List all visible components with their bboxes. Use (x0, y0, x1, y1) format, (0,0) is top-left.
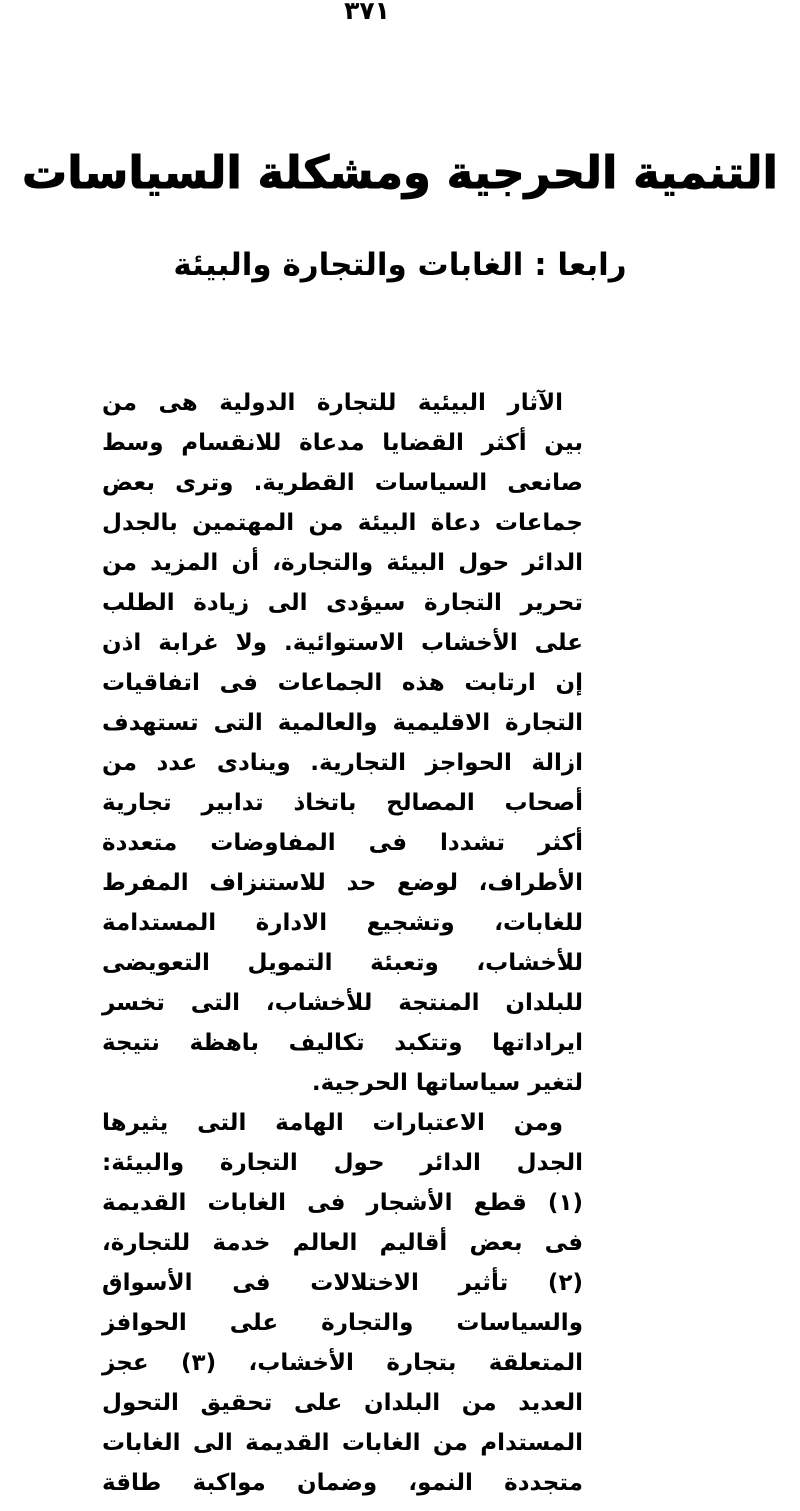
text-line: (٢) تأثير الاختلالات فى الأسواق (102, 1270, 583, 1296)
body-text (102, 383, 583, 1503)
text-line: بين أكثر القضايا مدعاة للانقسام وسط (102, 430, 583, 456)
text-line: للبلدان المنتجة للأخشاب، التى تخسر (102, 990, 583, 1016)
text-line: الأطراف، لوضع حد للاستنزاف المفرط (102, 870, 583, 896)
text-line: للأخشاب، وتعبئة التمويل التعويضى (102, 950, 583, 976)
text-line: متجددة النمو، وضمان مواكبة طاقة (102, 1470, 583, 1496)
section-subtitle: رابعا : الغابات والتجارة والبيئة (173, 247, 627, 283)
text-line: ومن الاعتبارات الهامة التى يثيرها (102, 1110, 563, 1136)
text-line: الآثار البيئية للتجارة الدولية هى من (102, 390, 563, 416)
text-line: صانعى السياسات القطرية. وترى بعض (102, 470, 583, 496)
page-number: ٣٧١ (344, 0, 390, 25)
text-line: الجدل الدائر حول التجارة والبيئة: (102, 1150, 583, 1176)
page-title: التنمية الحرجية ومشكلة السياسات (22, 146, 778, 199)
text-line: والسياسات والتجارة على الحوافز (102, 1310, 583, 1336)
text-line: ازالة الحواجز التجارية. وينادى عدد من (102, 750, 583, 776)
text-line: ايراداتها وتتكبد تكاليف باهظة نتيجة (102, 1030, 583, 1056)
text-line: على الأخشاب الاستوائية. ولا غرابة اذن (102, 630, 583, 656)
text-line: جماعات دعاة البيئة من المهتمين بالجدل (102, 510, 583, 536)
text-line: للغابات، وتشجيع الادارة المستدامة (102, 910, 583, 936)
text-line: المتعلقة بتجارة الأخشاب، (٣) عجز (102, 1350, 583, 1376)
text-line: أصحاب المصالح باتخاذ تدابير تجارية (102, 790, 583, 816)
text-line: الدائر حول البيئة والتجارة، أن المزيد من (102, 550, 583, 576)
text-line: فى بعض أقاليم العالم خدمة للتجارة، (102, 1230, 583, 1256)
text-line: التجارة الاقليمية والعالمية التى تستهدف (102, 710, 583, 736)
text-line: (١) قطع الأشجار فى الغابات القديمة (102, 1190, 583, 1216)
text-line: إن ارتابت هذه الجماعات فى اتفاقيات (102, 670, 583, 696)
text-line: تحرير التجارة سيؤدى الى زيادة الطلب (102, 590, 583, 616)
text-line: أكثر تشددا فى المفاوضات متعددة (102, 830, 583, 856)
text-line: المستدام من الغابات القديمة الى الغابات (102, 1430, 583, 1456)
text-line: العديد من البلدان على تحقيق التحول (102, 1390, 583, 1416)
text-line: لتغير سياساتها الحرجية. (311, 1070, 583, 1096)
